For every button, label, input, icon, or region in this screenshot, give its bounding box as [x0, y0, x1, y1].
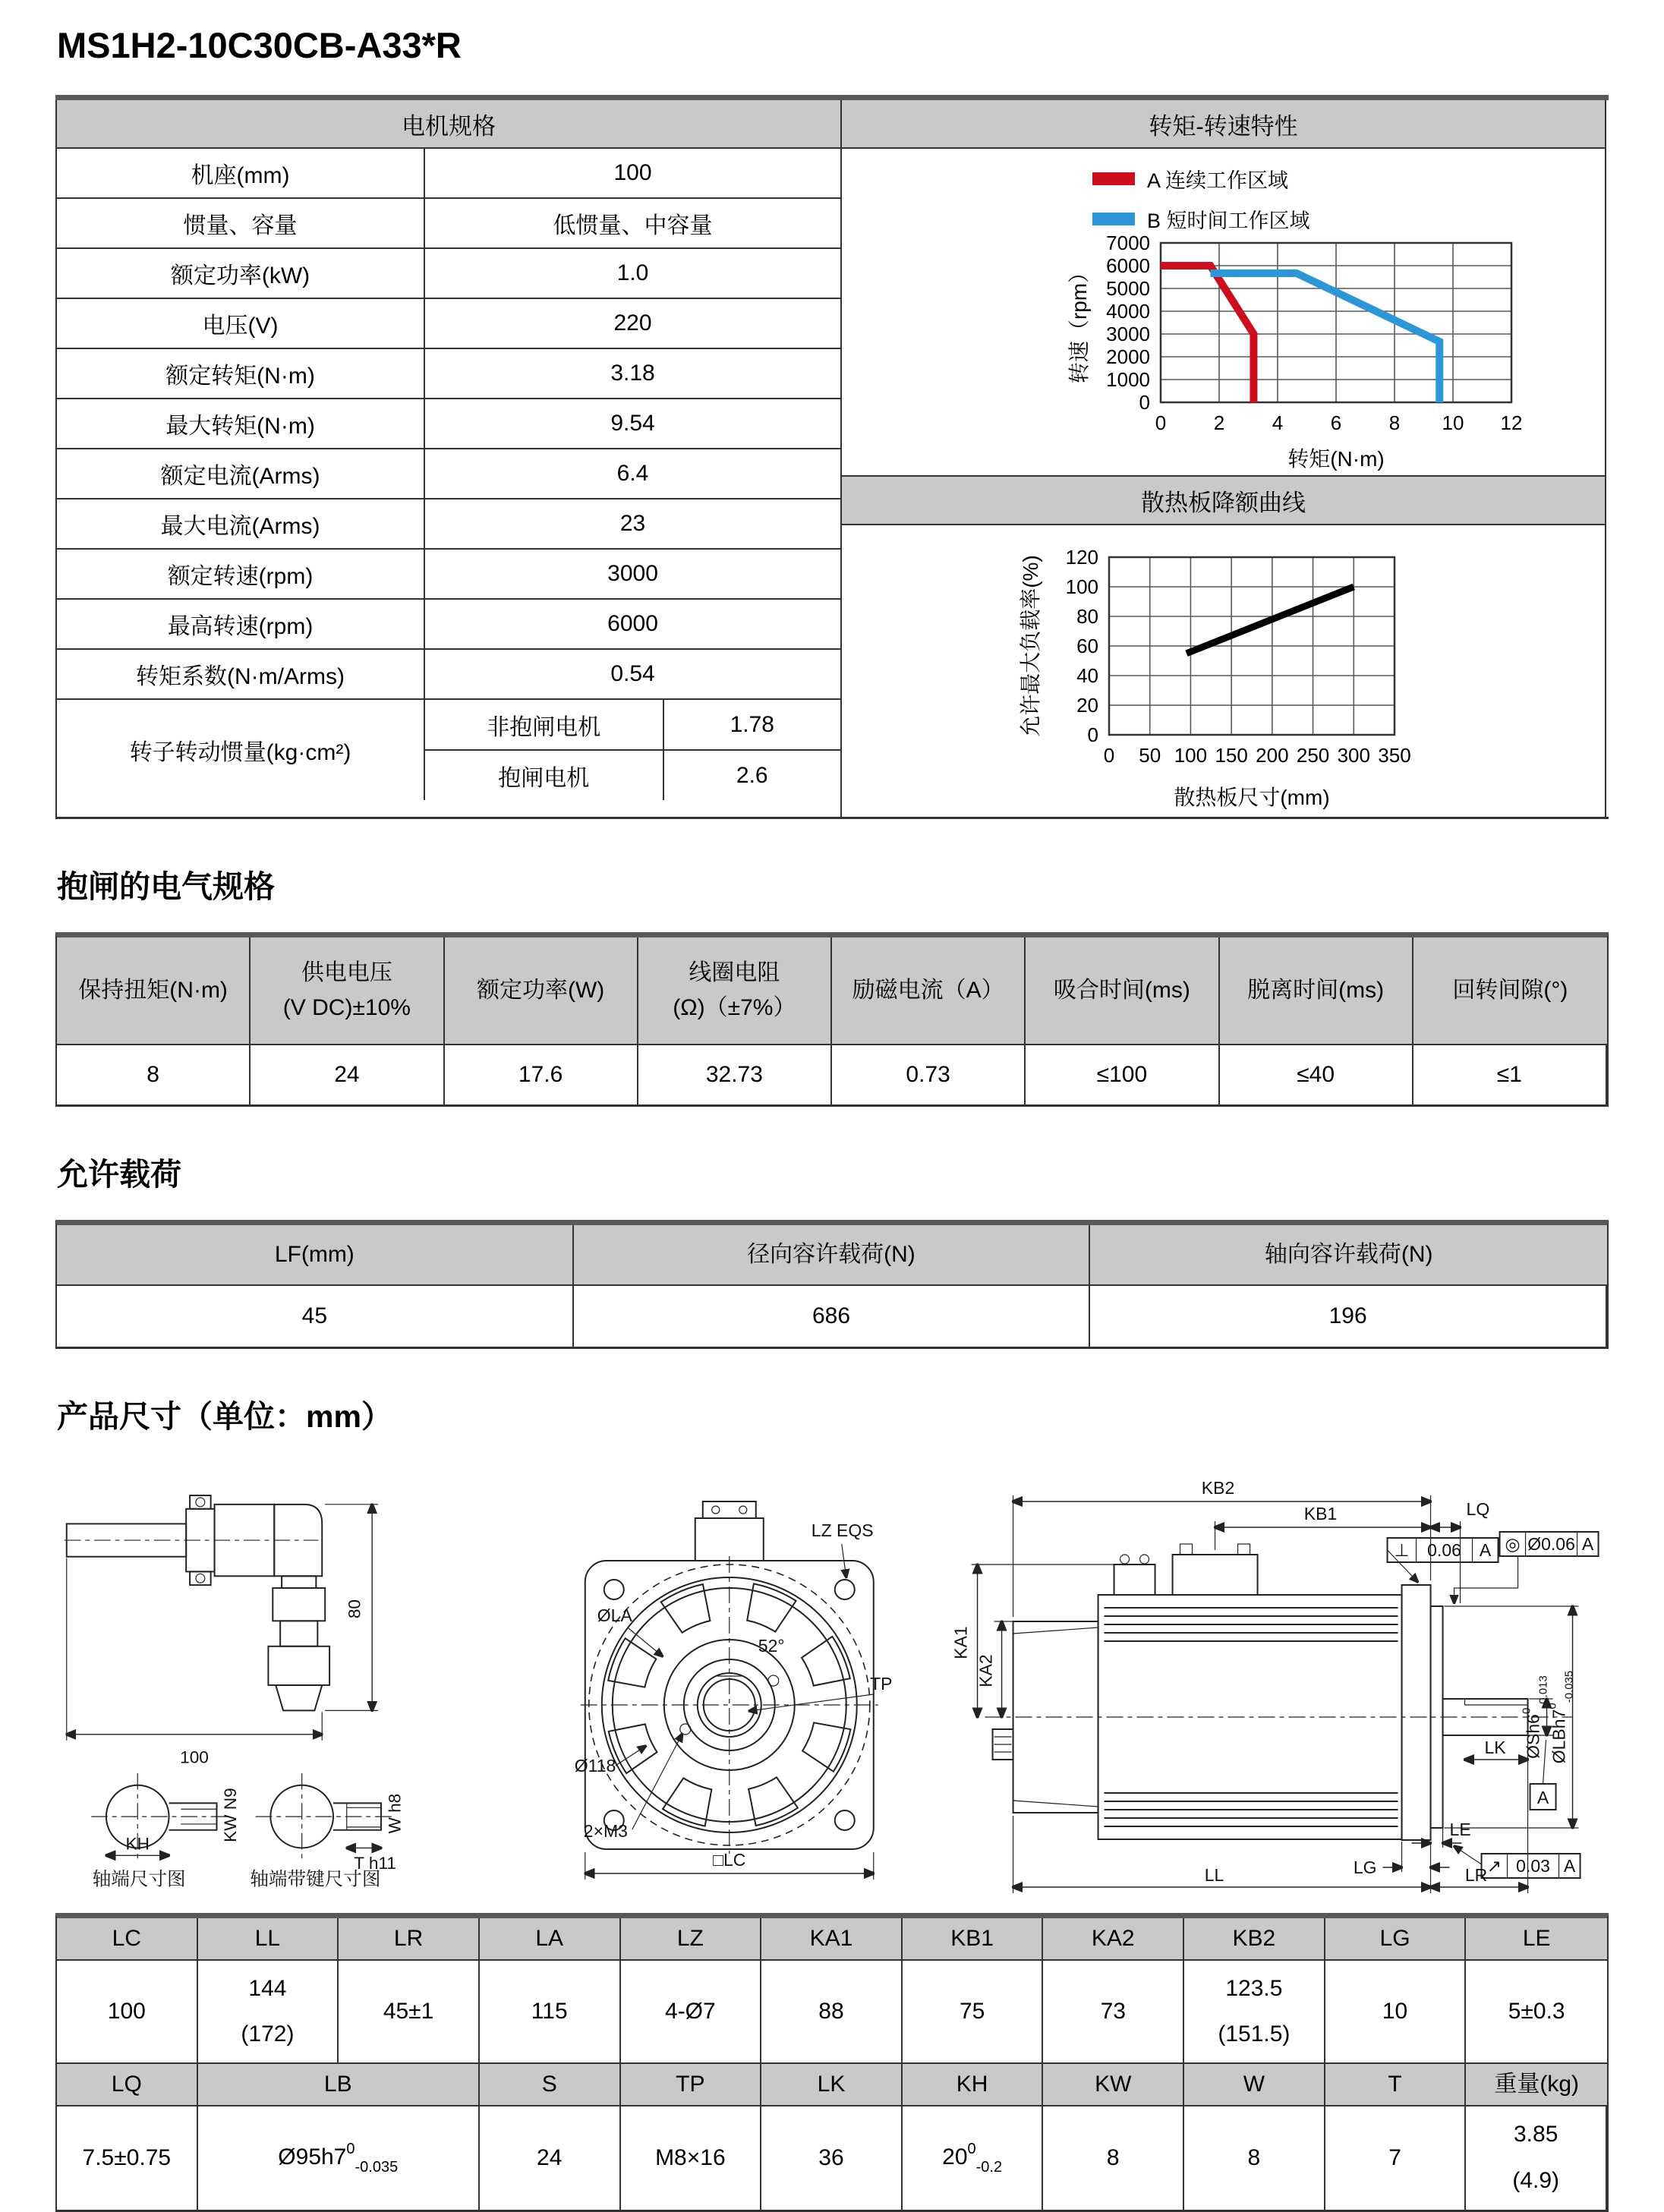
column-header: 额定功率(W): [445, 937, 638, 1045]
table-row: 额定转速(rpm) 3000: [57, 550, 840, 600]
column-header: LB: [198, 2064, 480, 2106]
table-row: 最大转矩(N·m) 9.54: [57, 399, 840, 449]
load-section-title: 允许载荷: [57, 1157, 181, 1192]
table-row: 电压(V) 220: [57, 299, 840, 349]
cell: 686: [574, 1286, 1091, 1347]
column-header: 轴向容许载荷(N): [1090, 1225, 1607, 1286]
column-header: LG: [1325, 1918, 1467, 1961]
svg-text:允许最大负载率(%): 允许最大负载率(%): [1019, 555, 1042, 737]
derating-chart: [842, 525, 1605, 817]
column-header: 供电电压 (V DC)±10%: [251, 937, 444, 1045]
cell: 144 (172): [198, 1961, 339, 2064]
column-header: KW: [1043, 2064, 1184, 2106]
svg-text:ØLBh70-0.035: $ØLBh7^0_{-0.035}$: [1546, 1670, 1576, 1764]
cell: 3.85 (4.9): [1466, 2106, 1607, 2210]
cell: 8: [1184, 2106, 1325, 2210]
svg-text:LE: LE: [1449, 1820, 1471, 1839]
cell: 10: [1325, 1961, 1467, 2064]
column-header: LE: [1466, 1918, 1607, 1961]
column-header: KA1: [761, 1918, 903, 1961]
torque-speed-chart: [842, 164, 1605, 475]
svg-text:20: 20: [1076, 694, 1098, 717]
cell: M8×16: [621, 2106, 762, 2210]
svg-text:60: 60: [1076, 635, 1098, 657]
svg-text:50: 50: [1139, 744, 1161, 767]
cell: 115: [480, 1961, 621, 2064]
cell: ≤40: [1220, 1045, 1413, 1104]
svg-text:350: 350: [1378, 744, 1411, 767]
cell: ≤1: [1413, 1045, 1607, 1104]
chart-legend: [1092, 164, 1605, 234]
cell: 32.73: [638, 1045, 832, 1104]
svg-text:ØLA: ØLA: [597, 1605, 633, 1625]
column-header: TP: [621, 2064, 762, 2106]
front-view-drawing: [551, 1462, 908, 1902]
svg-text:6000: 6000: [1106, 254, 1150, 277]
svg-text:4: 4: [1272, 411, 1284, 434]
svg-text:转速（rpm）: 转速（rpm）: [1067, 261, 1091, 384]
svg-text:KB2: KB2: [1201, 1478, 1235, 1498]
legend-item: [1092, 164, 1605, 194]
table-row: 转矩系数(N·m/Arms) 0.54: [57, 650, 840, 700]
svg-text:100: 100: [1174, 744, 1208, 767]
svg-text:80: 80: [1076, 605, 1098, 628]
torque-speed-chart-header: 转矩-转速特性: [842, 100, 1605, 149]
svg-text:LR: LR: [1464, 1865, 1488, 1885]
svg-text:0: 0: [1103, 744, 1115, 767]
svg-text:40: 40: [1076, 664, 1098, 687]
cell: 7.5±0.75: [57, 2106, 198, 2210]
column-header: 保持扭矩(N·m): [57, 937, 251, 1045]
svg-text:3000: 3000: [1106, 323, 1150, 345]
cell: ≤100: [1026, 1045, 1219, 1104]
cell: 4-Ø7: [621, 1961, 762, 2064]
column-header: 线圈电阻 (Ω)（±7%）: [638, 937, 832, 1045]
svg-text:散热板尺寸(mm): 散热板尺寸(mm): [1174, 786, 1330, 809]
cell: $Ø95h7^0_{-0.035}$: [198, 2106, 480, 2210]
charts-panel: [840, 100, 1606, 817]
svg-text:LZ EQS: LZ EQS: [812, 1520, 874, 1540]
cell: 196: [1090, 1286, 1607, 1347]
cell: 24: [251, 1045, 444, 1104]
column-header: LC: [57, 1918, 198, 1961]
svg-text:2×M3: 2×M3: [584, 1821, 629, 1841]
column-header: KB1: [903, 1918, 1044, 1961]
connector-and-shaft-drawing: [55, 1462, 548, 1902]
cell: 75: [903, 1961, 1044, 2064]
allowable-load-table: [55, 1220, 1609, 1349]
brake-section-title: 抱闸的电气规格: [57, 869, 275, 904]
column-header: KB2: [1184, 1918, 1325, 1961]
cell: 36: [761, 2106, 903, 2210]
svg-text:12: 12: [1500, 411, 1523, 434]
svg-text:80: 80: [345, 1599, 364, 1619]
column-header: LQ: [57, 2064, 198, 2106]
svg-text:120: 120: [1065, 546, 1098, 569]
table-row: 最高转速(rpm) 6000: [57, 600, 840, 650]
motor-spec-block: [55, 95, 1609, 819]
cell: 45±1: [339, 1961, 480, 2064]
svg-text:52°: 52°: [758, 1636, 785, 1656]
cell: 0.73: [832, 1045, 1026, 1104]
svg-text:200: 200: [1256, 744, 1289, 767]
cell: 123.5 (151.5): [1184, 1961, 1325, 2064]
column-header: W: [1184, 2064, 1325, 2106]
column-header: LL: [198, 1918, 339, 1961]
column-header: 回转间隙(°): [1413, 937, 1607, 1045]
svg-text:LG: LG: [1353, 1858, 1377, 1877]
svg-text:150: 150: [1215, 744, 1248, 767]
svg-text:6: 6: [1330, 411, 1342, 434]
svg-text:5000: 5000: [1106, 277, 1150, 300]
column-header: LA: [480, 1918, 621, 1961]
brake-spec-table: [55, 932, 1609, 1107]
table-row: 额定转矩(N·m) 3.18: [57, 349, 840, 399]
svg-text:A: A: [1479, 1540, 1492, 1560]
cell: 7: [1325, 2106, 1467, 2210]
cell: 17.6: [445, 1045, 638, 1104]
svg-text:T h11: T h11: [354, 1853, 396, 1873]
cell: 8: [1043, 2106, 1184, 2210]
derating-plot: [842, 525, 1601, 814]
svg-text:KH: KH: [125, 1834, 150, 1854]
svg-text:轴端带键尺寸图: 轴端带键尺寸图: [250, 1869, 381, 1890]
cell: 5±0.3: [1466, 1961, 1607, 2064]
svg-text:◎: ◎: [1505, 1534, 1521, 1554]
svg-text:Ø0.06: Ø0.06: [1527, 1534, 1575, 1554]
svg-text:0: 0: [1155, 411, 1167, 434]
svg-text:100: 100: [1065, 575, 1098, 598]
table-row: 额定电流(Arms) 6.4: [57, 449, 840, 499]
svg-text:7000: 7000: [1106, 234, 1150, 254]
svg-text:转矩(N·m): 转矩(N·m): [1287, 447, 1385, 471]
svg-text:W h8: W h8: [385, 1793, 405, 1834]
svg-text:KA1: KA1: [950, 1626, 971, 1659]
table-row: 额定功率(kW) 1.0: [57, 249, 840, 299]
legend-swatch-red: [1092, 172, 1135, 185]
cell: 24: [480, 2106, 621, 2210]
svg-text:10: 10: [1442, 411, 1464, 434]
svg-text:LQ: LQ: [1466, 1499, 1490, 1519]
svg-text:KA2: KA2: [975, 1654, 996, 1687]
svg-text:⊥: ⊥: [1394, 1540, 1410, 1560]
legend-label: B 短时间工作区域: [1147, 210, 1310, 232]
svg-text:A: A: [1536, 1788, 1549, 1807]
table-row: 惯量、容量 低惯量、中容量: [57, 199, 840, 249]
svg-text:□LC: □LC: [713, 1850, 746, 1870]
cell: 45: [57, 1286, 574, 1347]
dimension-drawings: [55, 1462, 1609, 1905]
svg-text:300: 300: [1337, 744, 1370, 767]
dims-section-title: 产品尺寸（单位：mm）: [57, 1399, 392, 1434]
column-header: S: [480, 2064, 621, 2106]
torque-speed-plot: [842, 234, 1601, 475]
column-header: LK: [761, 2064, 903, 2106]
svg-text:1000: 1000: [1106, 368, 1150, 391]
svg-text:LK: LK: [1484, 1738, 1506, 1757]
svg-text:2: 2: [1213, 411, 1225, 434]
inertia-subrow: 抱闸电机 2.6: [425, 751, 840, 800]
cell: $20^0_{-0.2}$: [903, 2106, 1044, 2210]
svg-text:2000: 2000: [1106, 345, 1150, 368]
column-header: LR: [339, 1918, 480, 1961]
column-header: LF(mm): [57, 1225, 574, 1286]
inertia-subrow: 非抱闸电机 1.78: [425, 700, 840, 751]
svg-text:250: 250: [1296, 744, 1330, 767]
column-header: T: [1325, 2064, 1467, 2106]
dimension-table: [55, 1913, 1609, 2212]
svg-text:0: 0: [1139, 391, 1150, 414]
cell: 8: [57, 1045, 251, 1104]
svg-text:4000: 4000: [1106, 300, 1150, 323]
table-row: 最大电流(Arms) 23: [57, 499, 840, 550]
cell: 73: [1043, 1961, 1184, 2064]
table-row: 机座(mm) 100: [57, 149, 840, 199]
svg-text:KW N9: KW N9: [221, 1788, 241, 1842]
column-header: 径向容许载荷(N): [574, 1225, 1091, 1286]
svg-text:↗: ↗: [1486, 1856, 1502, 1876]
table-row-inertia: 转子转动惯量(kg·cm²) 非抱闸电机 1.78 抱闸电机 2.6: [57, 700, 840, 800]
svg-text:8: 8: [1388, 411, 1401, 434]
spec-table-header: 电机规格: [57, 100, 840, 149]
svg-text:0.06: 0.06: [1427, 1540, 1461, 1560]
derating-chart-header: 散热板降额曲线: [842, 475, 1605, 525]
svg-text:Ø118: Ø118: [575, 1756, 616, 1776]
side-view-drawing: [911, 1462, 1609, 1902]
page-title: MS1H2-10C30CB-A33*R: [57, 25, 462, 65]
column-header: 励磁电流（A）: [832, 937, 1026, 1045]
column-header: 脱离时间(ms): [1220, 937, 1413, 1045]
svg-text:A: A: [1563, 1856, 1576, 1876]
svg-text:0: 0: [1087, 723, 1098, 746]
legend-swatch-blue: [1092, 213, 1135, 225]
svg-text:LL: LL: [1204, 1865, 1224, 1885]
legend-item: [1092, 204, 1605, 234]
svg-text:KB1: KB1: [1303, 1504, 1338, 1524]
legend-label: A 连续工作区域: [1147, 169, 1289, 192]
svg-text:0.03: 0.03: [1516, 1856, 1550, 1876]
motor-spec-table: [55, 100, 840, 817]
svg-text:TP: TP: [870, 1674, 893, 1694]
column-header: 重量(kg): [1466, 2064, 1607, 2106]
column-header: LZ: [621, 1918, 762, 1961]
svg-text:ØSh60-0.013: $ØSh6^0_{-0.013}$: [1520, 1675, 1550, 1759]
svg-text:A: A: [1581, 1534, 1594, 1554]
column-header: KH: [903, 2064, 1044, 2106]
cell: 100: [57, 1961, 198, 2064]
svg-text:100: 100: [180, 1747, 209, 1767]
svg-text:轴端尺寸图: 轴端尺寸图: [92, 1869, 186, 1890]
column-header: KA2: [1043, 1918, 1184, 1961]
column-header: 吸合时间(ms): [1026, 937, 1219, 1045]
cell: 88: [761, 1961, 903, 2064]
